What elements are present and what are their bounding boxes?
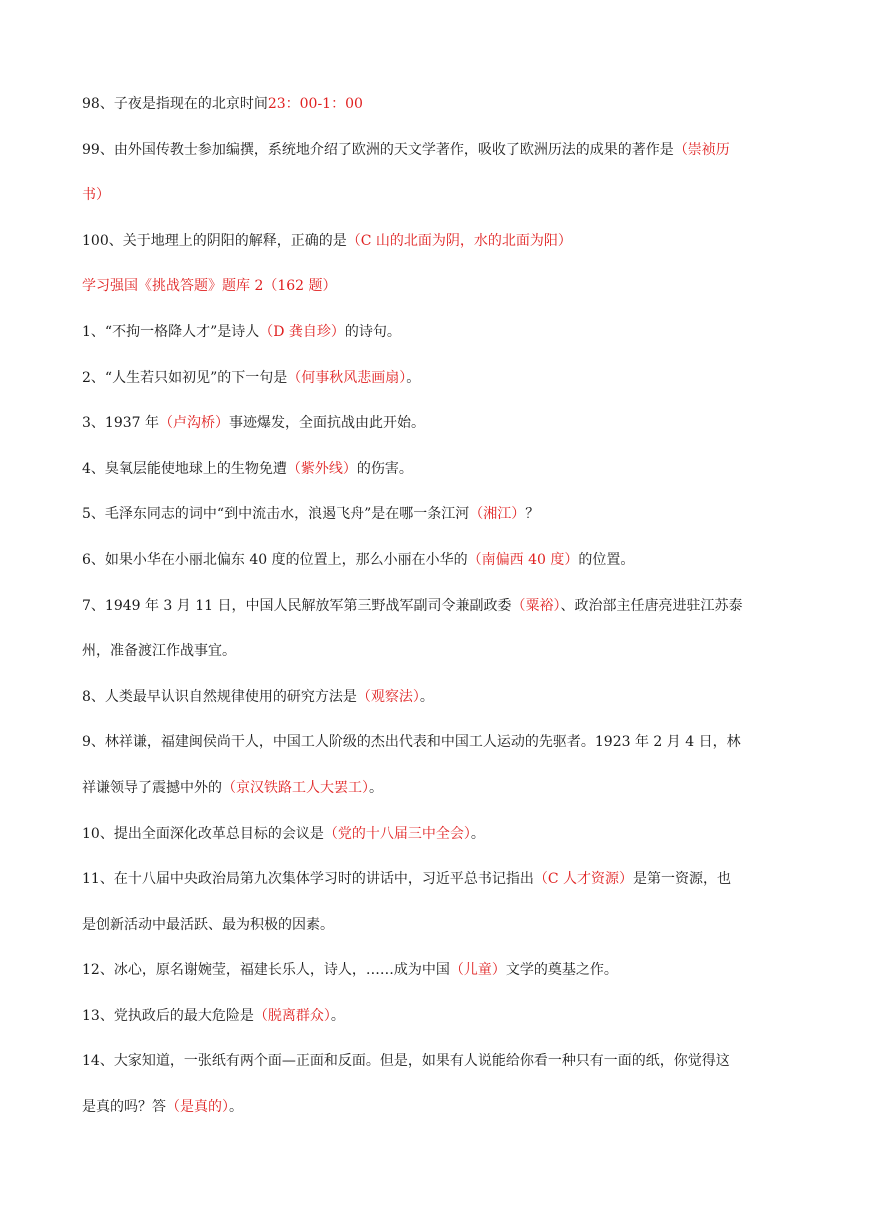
answer-text: （卢沟桥） [159,415,229,432]
line-text: 2、“人生若只如初见”的下一句是 [82,369,288,386]
line-text: 是创新活动中最活跃、最为积极的因素。 [82,916,334,933]
line-tail: ？ [525,506,540,523]
line-tail: 。 [229,1099,243,1116]
text-line [82,1091,792,1137]
line-text: 99、由外国传教士参加编撰，系统地介绍了欧洲的天文学著作，吸收了欧洲历法的成果的著作是 [82,141,674,158]
text-line [82,88,792,134]
line-text: 98、子夜是指现在的北京时间 [82,96,268,112]
answer-text: 书） [82,187,110,204]
line-tail: 文学的奠基之作。 [505,962,618,979]
line-text: 9、林祥谦，福建闽侯尚干人，中国工人阶级的杰出代表和中国工人运动的先驱者。1923 年 2 月 4 日，林 [82,734,741,751]
text-line [82,954,792,1000]
line-tail: 是第一资源，也 [633,871,731,888]
answer-text: （C 山的北面为阴，水的北面为阳） [346,232,572,249]
line-text: 6、如果小华在小丽北偏东 40 度的位置上，那么小丽在小华的 [82,551,468,568]
text-line [82,1045,792,1091]
text-line [82,863,792,909]
line-text: 7、1949 年 3 月 11 日，中国人民解放军第三野战军副司令兼副政委 [82,597,512,614]
line-tail: 的伤害。 [356,460,413,477]
line-text: 5、毛泽东同志的词中“到中流击水，浪遏飞舟”是在哪一条江河 [82,506,470,523]
line-text: 4、臭氧层能使地球上的生物免遭 [82,460,287,477]
line-tail: 。 [330,1007,345,1024]
text-line [82,179,792,225]
line-text: 州，准备渡江作战事宜。 [82,643,236,660]
heading-text: 学习强国《挑战答题》题库 2（162 题） [82,278,337,295]
text-line [82,590,792,636]
text-line [82,134,792,180]
answer-text: （南偏西 40 度） [467,551,579,568]
line-tail: 。 [369,779,383,796]
answer-text: （儿童） [449,962,506,979]
text-line [82,225,792,271]
text-line [82,726,792,772]
text-line [82,453,792,499]
line-text: 13、党执政后的最大危险是 [82,1007,254,1024]
line-tail: 。 [406,369,421,386]
line-text: 是真的吗？答 [82,1099,166,1116]
text-line [82,407,792,453]
text-line [82,1000,792,1046]
line-tail: 的位置。 [578,551,635,568]
answer-text: （脱离群众） [253,1007,331,1024]
line-text: 10、提出全面深化改革总目标的会议是 [82,825,324,842]
answer-text: （C 人才资源） [533,871,633,888]
text-line [82,498,792,544]
line-text: 8、人类最早认识自然规律使用的研究方法是 [82,688,357,705]
line-tail: 事迹爆发，全面抗战由此开始。 [229,415,425,432]
line-text: 1、“不拘一格降人才”是诗人 [82,323,260,340]
answer-text: （是真的） [166,1099,229,1116]
text-line [82,635,792,681]
text-line [82,544,792,590]
text-line [82,909,792,955]
line-tail: 、政治部主任唐亮进驻江苏泰 [560,597,743,614]
line-text: 100、关于地理上的阴阳的解释，正确的是 [82,232,347,249]
line-tail: 。 [470,825,485,842]
answer-text: （观察法） [356,688,420,705]
line-text: 14、大家知道，一张纸有两个面—正面和反面。但是，如果有人说能给你看一种只有一面的纸，你觉得这 [82,1053,730,1070]
answer-text: （D 龚自珍） [259,323,345,340]
line-text: 3、1937 年 [82,415,159,432]
text-line [82,316,792,362]
line-text: 11、在十八届中央政治局第九次集体学习时的讲话中，习近平总书记指出 [82,871,534,888]
answer-text: （党的十八届三中全会） [323,825,471,842]
section-heading [82,270,792,316]
answer-text: （崇祯历 [673,141,730,158]
line-tail: 。 [419,688,434,705]
line-tail: 的诗句。 [344,323,401,340]
line-text: 12、冰心，原名谢婉莹，福建长乐人，诗人，……成为中国 [82,962,450,979]
answer-text: （粟裕） [511,597,561,614]
answer-text: （何事秋风悲画扇） [287,369,407,386]
text-line [82,362,792,408]
answer-text: （京汉铁路工人大罢工） [222,779,369,796]
question-list [82,88,792,1137]
text-line [82,681,792,727]
text-line [82,772,792,818]
answer-text: （紫外线） [286,460,357,477]
text-line [82,818,792,864]
line-text: 祥谦领导了震撼中外的 [82,779,222,796]
answer-text: 23：00-1：00 [267,96,363,112]
answer-text: （湘江） [469,506,526,523]
